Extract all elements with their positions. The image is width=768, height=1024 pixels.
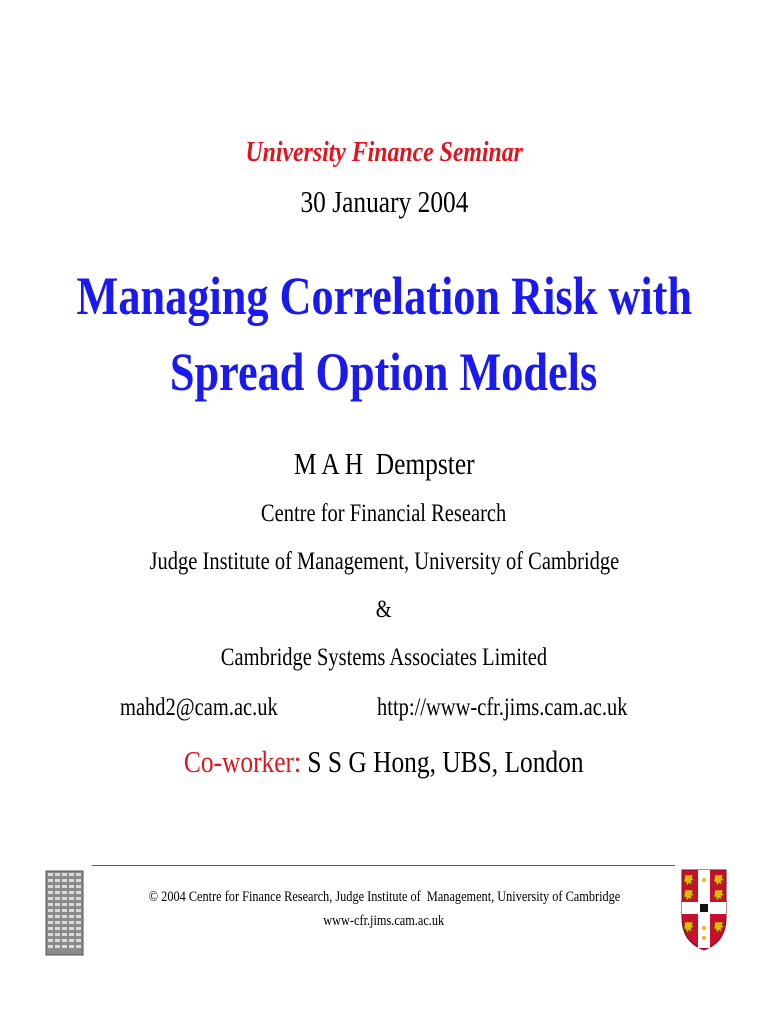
coworker-value: S S G Hong, UBS, London: [301, 744, 584, 779]
seminar-name-text: University Finance Seminar: [245, 136, 523, 168]
footer-divider: [92, 865, 675, 866]
coworker-label: Co-worker:: [184, 744, 302, 779]
author-website-text[interactable]: http://www-cfr.jims.cam.ac.uk: [377, 694, 628, 721]
coworker-line-text: [184, 744, 584, 780]
affiliation-institute: [0, 548, 768, 576]
seminar-name: [0, 136, 768, 169]
affiliation-institute-text: Judge Institute of Management, University of Cambridge: [149, 548, 619, 575]
talk-title-line-2: [0, 342, 768, 402]
affiliation-ampersand: [0, 596, 768, 624]
ampersand-text: &: [376, 596, 392, 623]
coworker-line: [0, 744, 768, 780]
author-email[interactable]: [120, 694, 312, 722]
talk-title-line-1-text: Managing Correlation Risk with: [76, 266, 692, 326]
cambridge-crest-icon: [680, 868, 728, 952]
talk-title-line-2-text: Spread Option Models: [170, 342, 598, 402]
author-email-text[interactable]: mahd2@cam.ac.uk: [120, 694, 278, 721]
affiliation-company: [0, 644, 768, 672]
affiliation-centre-text: Centre for Financial Research: [261, 500, 507, 527]
author-name: [0, 446, 768, 482]
footer-copyright: [0, 889, 768, 906]
affiliation-centre: [0, 500, 768, 528]
talk-title-line-1: [0, 266, 768, 326]
author-name-text: M A H Dempster: [293, 446, 475, 481]
author-website-link[interactable]: [377, 694, 682, 722]
affiliation-company-text: Cambridge Systems Associates Limited: [220, 644, 548, 671]
footer-url[interactable]: [0, 913, 768, 930]
seminar-date-text: 30 January 2004: [299, 184, 469, 219]
footer-copyright-text: © 2004 Centre for Finance Research, Judge Institute of Management, University of Cambridge: [148, 889, 620, 905]
seminar-date: [0, 184, 768, 220]
footer-url-text[interactable]: www-cfr.jims.cam.ac.uk: [323, 913, 445, 929]
